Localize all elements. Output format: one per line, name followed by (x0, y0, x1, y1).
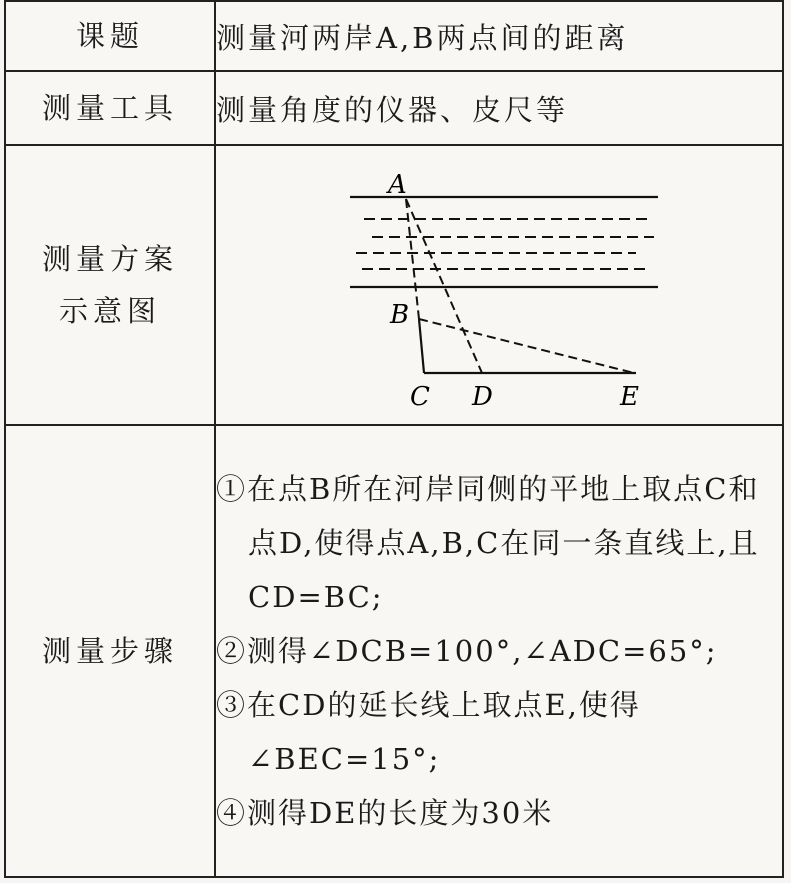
diagram-cell (215, 145, 783, 425)
segment-be (419, 319, 634, 373)
topic-value: 测量河两岸A,B两点间的距离 (215, 1, 783, 71)
segment-bc (419, 319, 424, 373)
steps-list (215, 425, 783, 877)
step-item: ①在点B所在河岸同侧的平地上取点C和点D,使得点A,B,C在同一条直线上,且CD=BC; (216, 472, 760, 614)
diagram-label (5, 145, 215, 425)
measurement-table (4, 0, 784, 878)
steps-row (5, 425, 783, 877)
point-label-a: A (388, 170, 407, 200)
tools-label: 测量工具 (5, 71, 215, 145)
river-diagram (216, 147, 786, 423)
topic-label: 课题 (5, 1, 215, 71)
point-label-b: B (390, 300, 410, 330)
topic-row (5, 1, 783, 71)
tools-row (5, 71, 783, 145)
steps-label: 测量步骤 (5, 425, 215, 877)
point-label-d: D (472, 382, 493, 412)
point-label-c: C (410, 382, 430, 412)
step-item: ④测得DE的长度为30米 (216, 796, 554, 830)
tools-value: 测量角度的仪器、皮尺等 (215, 71, 783, 145)
point-label-e: E (620, 382, 639, 412)
diagram-label-line1: 测量方案 (41, 242, 178, 276)
step-item: ③在CD的延长线上取点E,使得∠BEC=15°; (216, 688, 641, 776)
diagram-row (5, 145, 783, 425)
step-item: ②测得∠DCB=100°,∠ADC=65°; (216, 634, 718, 668)
diagram-label-line2: 示意图 (58, 294, 161, 328)
